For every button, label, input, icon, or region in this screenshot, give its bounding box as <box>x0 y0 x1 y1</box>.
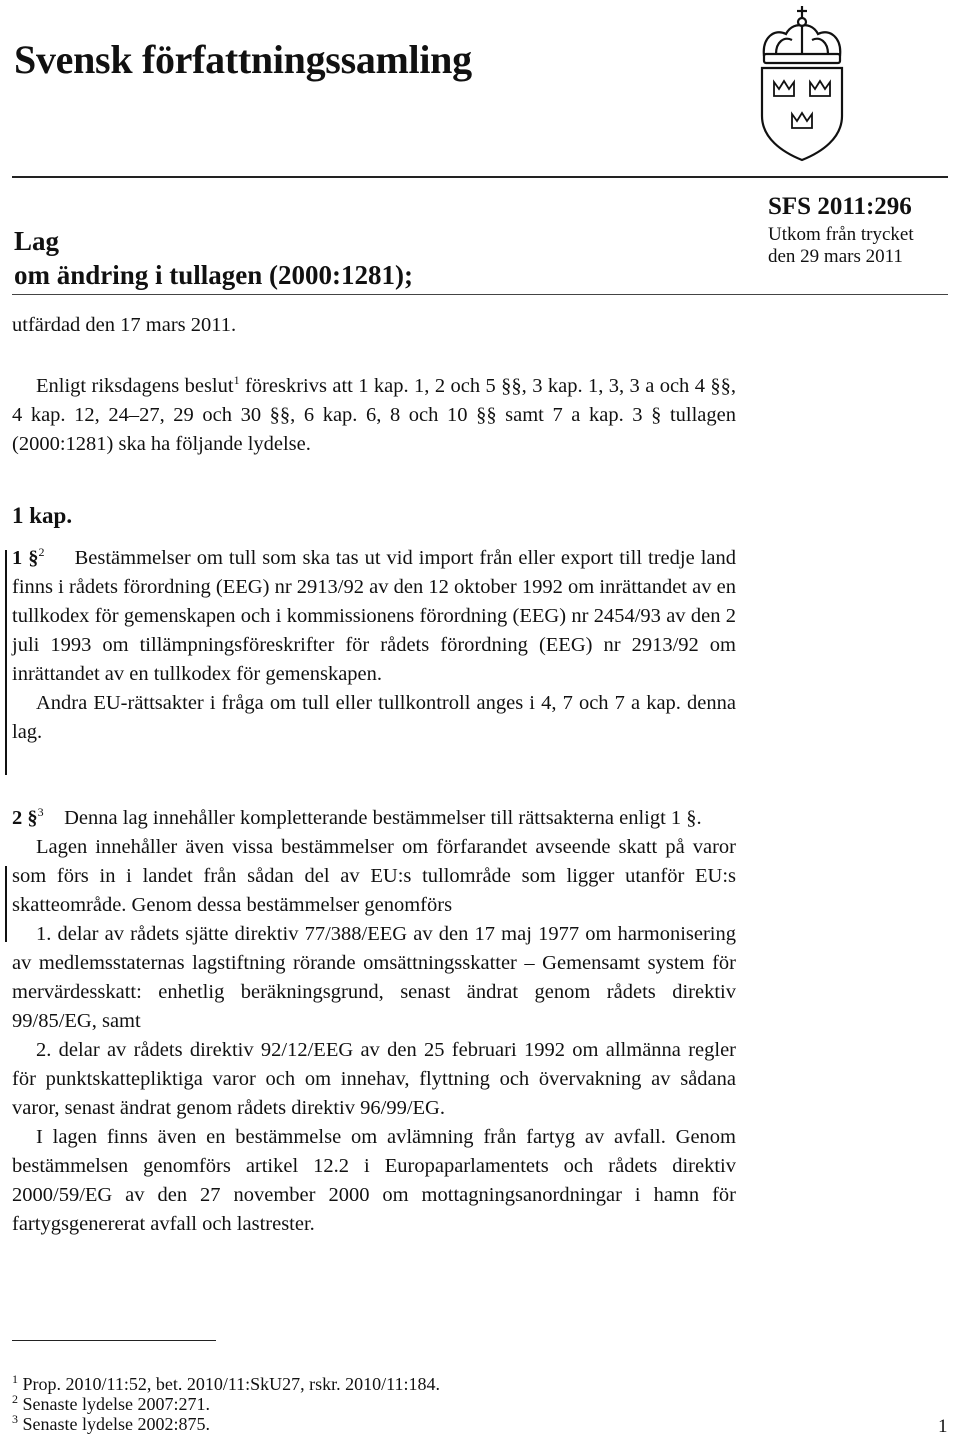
preamble-text-cont: föreskrivs att 1 kap. 1, 2 och 5 §§, 3 kap. 1, 3, 3 a och 4 §§, 4 kap. 12, 24–27, 29 och 30 §§, 6 kap. 6, 8 och 10 §§ samt 7 a kap. 3 § tullagen (2000:1281) ska ha följande lydelse. <box>12 375 736 455</box>
sfs-published-line-1: Utkom från trycket <box>768 224 914 245</box>
footnote-text: Senaste lydelse 2002:875. <box>22 1414 210 1434</box>
masthead-title: Svensk författningssamling <box>14 37 472 82</box>
section-1-paragraph-2: Andra EU-rättsakter i fråga om tull eller tullkontroll anges i 4, 7 och 7 a kap. denna lag. <box>12 692 736 743</box>
section-1-text: Bestämmelser om tull som ska tas ut vid import från eller export till tredje land finns i rådets förordning (EEG) nr 2913/92 av den 12 oktober 1992 om inrättandet av en tullkodex för gemenskapen och i kommissionens förordning (EEG) nr 2454/93 av den 2 juli 1993 om tillämpningsföreskrifter för rådets förordning (EEG) nr 2913/92 om inrättandet av en tullkodex för gemenskapen. <box>12 547 737 685</box>
section-2-paragraph-1 <box>12 804 736 833</box>
sfs-reference <box>768 193 914 268</box>
header-rule <box>12 176 948 178</box>
section-2-text: Denna lag innehåller kompletterande bestämmelser till rättsakterna enligt 1 §. <box>64 807 702 829</box>
preamble <box>12 372 736 459</box>
footnote-text: Prop. 2010/11:52, bet. 2010/11:SkU27, rskr. 2010/11:184. <box>22 1374 441 1394</box>
section-2-list-item-1: 1. delar av rådets sjätte direktiv 77/388/EEG av den 17 maj 1977 om harmonisering av medlemsstaternas lagstiftning rörande omsättningsskatter – Gemensamt system för mervärdesskatt: enhetlig beräkningsgrund, senast ändrat genom rådets direktiv 99/85/EG, samt <box>12 923 736 1032</box>
page-number: 1 <box>938 1416 948 1437</box>
section-2-list-item-2: 2. delar av rådets direktiv 92/12/EEG av den 25 februari 1992 om allmänna regler för punktskattepliktiga varor och om innehav, flyttning och övervakning av sådana varor, senast ändrat genom rådets direktiv 96/99/EG. <box>12 1039 736 1119</box>
footnote-rule <box>12 1340 216 1341</box>
law-title <box>14 224 413 292</box>
preamble-paragraph <box>12 372 736 459</box>
section-2-label: 2 § <box>12 807 38 829</box>
section-2-paragraph-2: Lagen innehåller även vissa bestämmelser om förfarandet avseende skatt på varor som förs in i landet från sådan del av EU:s tullområde som ligger utanför EU:s skatteområde. Genom dessa bestämmelser genomförs <box>12 836 736 916</box>
law-title-line-2: om ändring i tullagen (2000:1281); <box>14 260 414 290</box>
section-2-paragraph-3: I lagen finns även en bestämmelse om avlämning från fartyg av avfall. Genom bestämmelsen genomförs artikel 12.2 i Europaparlamentets och rådets direktiv 2000/59/EG av den 27 november 2000 om mottagningsanordningar i hamn för fartygsgenererat avfall och lastrester. <box>12 1126 736 1235</box>
section-2 <box>12 804 736 1239</box>
footnote-number: 1 <box>12 1372 18 1386</box>
chapter-heading: 1 kap. <box>12 503 73 528</box>
title-rule <box>12 294 948 295</box>
change-bar <box>5 866 7 942</box>
section-1-paragraph-1 <box>12 544 736 689</box>
footnote-3 <box>12 1414 440 1434</box>
footnote-1 <box>12 1374 440 1394</box>
footnote-number: 3 <box>12 1412 18 1426</box>
section-1 <box>12 544 736 747</box>
preamble-text: Enligt riksdagens beslut <box>36 375 234 397</box>
footnote-2 <box>12 1394 440 1414</box>
footnote-ref-3: 3 <box>37 805 44 820</box>
footnote-ref-2: 2 <box>38 545 45 560</box>
sfs-published-line-2: den 29 mars 2011 <box>768 246 903 267</box>
section-1-label: 1 § <box>12 547 39 569</box>
sfs-number: SFS 2011:296 <box>768 193 912 220</box>
law-title-line-1: Lag <box>14 226 60 256</box>
footnote-number: 2 <box>12 1392 18 1406</box>
change-bar <box>5 550 7 775</box>
issued-date: utfärdad den 17 mars 2011. <box>12 314 237 336</box>
footnote-ref-1: 1 <box>233 373 240 388</box>
swedish-crest-icon <box>752 4 856 164</box>
footnote-text: Senaste lydelse 2007:271. <box>22 1394 210 1414</box>
footnotes <box>12 1374 440 1434</box>
